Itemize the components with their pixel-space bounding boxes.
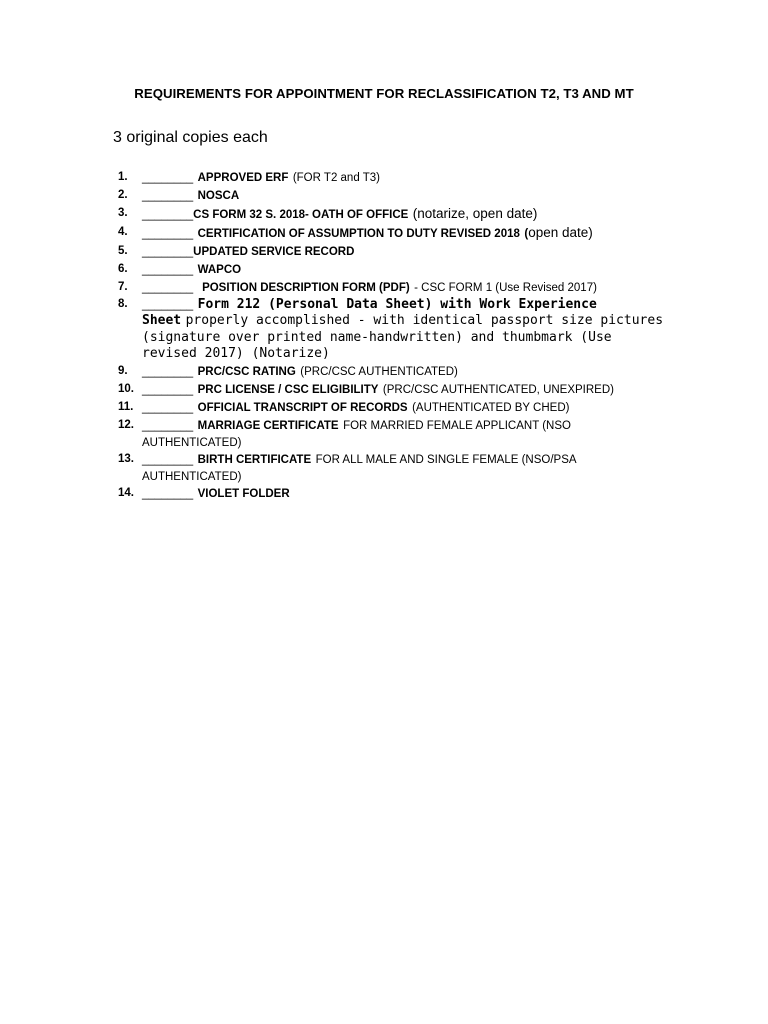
list-item	[112, 295, 664, 362]
item-title: APPROVED ERF	[197, 172, 289, 184]
item-note: (PRC/CSC AUTHENTICATED, UNEXPIRED)	[382, 383, 614, 396]
item-title: NOSCA	[197, 190, 240, 202]
item-number: 1.	[118, 171, 128, 183]
item-number: 12.	[118, 418, 134, 431]
blank-line: ________	[142, 209, 194, 221]
item-note-line2: AUTHENTICATED)	[142, 436, 242, 449]
item-number: 5.	[118, 245, 128, 257]
list-item	[112, 186, 652, 204]
item-title: CS FORM 32 S. 2018- OATH OF OFFICE	[193, 209, 409, 221]
blank-line: ________	[142, 228, 194, 240]
blank-line: ________	[142, 419, 194, 432]
item-title: Form 212 (Personal Data Sheet) with Work Experience	[197, 297, 597, 312]
item-title: CERTIFICATION OF ASSUMPTION TO DUTY REVISED 2018	[197, 228, 520, 240]
item-number: 8.	[118, 298, 128, 310]
item-number: 14.	[118, 486, 134, 499]
requirements-list	[112, 168, 664, 502]
list-item	[112, 260, 652, 278]
item-title: WAPCO	[197, 264, 242, 276]
item-number: 11.	[118, 400, 134, 413]
list-item	[112, 278, 652, 295]
item-note: FOR ALL MALE AND SINGLE FEMALE (NSO/PSA	[315, 453, 577, 466]
list-item	[112, 242, 652, 260]
item-note: open date)	[528, 225, 593, 240]
item-note: - CSC FORM 1 (Use Revised 2017)	[414, 282, 597, 294]
item-title-cont: Sheet	[142, 313, 182, 328]
item-number: 10.	[118, 382, 134, 395]
item-title: MARRIAGE CERTIFICATE	[197, 419, 339, 432]
item-note: (notarize, open date)	[412, 206, 538, 221]
item-note: (PRC/CSC AUTHENTICATED)	[300, 365, 458, 378]
item-note: (AUTHENTICATED BY CHED)	[412, 401, 570, 414]
item-number: 4.	[118, 226, 128, 238]
item-title: POSITION DESCRIPTION FORM (PDF)	[202, 282, 410, 294]
document-subtitle: 3 original copies each	[113, 129, 268, 146]
list-item	[112, 484, 652, 502]
item-note: properly accomplished - with identical passport size pictures	[185, 313, 664, 328]
blank-line: ________	[142, 365, 194, 378]
item-note: FOR MARRIED FEMALE APPLICANT (NSO	[343, 419, 571, 432]
blank-line: ________	[142, 487, 194, 500]
blank-line: ________	[142, 453, 194, 466]
item-number: 13.	[118, 452, 134, 465]
item-note-line3: (signature over printed name-handwritten) and thumbmark (Use	[142, 329, 612, 345]
item-number: 9.	[118, 364, 128, 377]
item-title: PRC/CSC RATING	[197, 365, 296, 378]
list-item	[112, 416, 652, 450]
item-note-line4: revised 2017) (Notarize)	[142, 346, 330, 362]
list-item	[112, 362, 652, 380]
item-title: PRC LICENSE / CSC ELIGIBILITY	[197, 383, 379, 396]
blank-line: ________	[142, 172, 194, 184]
list-item	[112, 223, 652, 242]
item-title: VIOLET FOLDER	[197, 487, 290, 500]
blank-line: ________	[142, 299, 194, 311]
item-paren: (	[524, 228, 529, 240]
item-title: OFFICIAL TRANSCRIPT OF RECORDS	[197, 401, 408, 414]
item-number: 7.	[118, 281, 128, 293]
blank-line: ________	[142, 246, 194, 258]
blank-line: ________	[142, 282, 194, 294]
blank-line: ________	[142, 190, 194, 202]
blank-line: ________	[142, 264, 194, 276]
document-title: REQUIREMENTS FOR APPOINTMENT FOR RECLASSIFICATION T2, T3 AND MT	[134, 86, 634, 101]
list-item	[112, 450, 652, 484]
list-item	[112, 168, 652, 186]
list-item	[112, 380, 652, 398]
item-number: 2.	[118, 189, 128, 201]
item-number: 3.	[118, 207, 128, 219]
item-note-line2: AUTHENTICATED)	[142, 470, 242, 483]
list-item	[112, 398, 652, 416]
list-item	[112, 204, 652, 223]
item-title: UPDATED SERVICE RECORD	[193, 246, 355, 258]
item-title: BIRTH CERTIFICATE	[197, 453, 312, 466]
blank-line: ________	[142, 383, 194, 396]
item-note: (FOR T2 and T3)	[292, 172, 380, 184]
blank-line: ________	[142, 401, 194, 414]
item-number: 6.	[118, 263, 128, 275]
